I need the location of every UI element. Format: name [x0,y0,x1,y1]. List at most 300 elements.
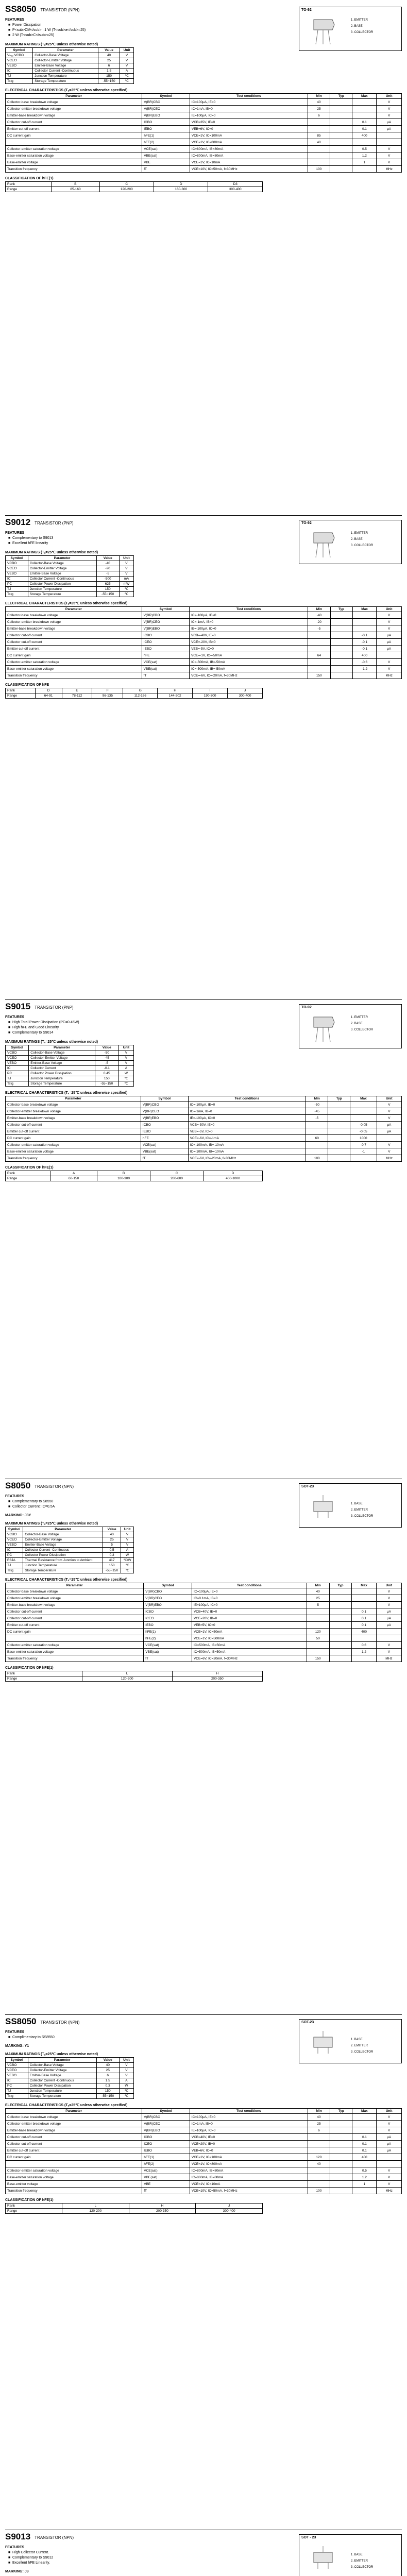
classification-table [5,2203,263,2214]
table-cell: MHz [377,2188,402,2194]
table-cell: V [377,619,402,625]
pin-label: 1. EMITTER [351,532,368,535]
table-cell: W [119,2083,133,2089]
pin-label: 1. BASE [351,2553,363,2556]
table-cell [330,2121,352,2127]
table-row [6,1563,134,1568]
classification-heading: CLASSIFICATION OF hFE(1) [5,177,54,180]
feature-text: Power Dissipation [12,23,42,27]
table-cell [329,1635,352,1642]
table-cell: Collector-emitter saturation voltage [6,659,142,666]
table-cell: V [377,1115,401,1122]
table-cell: VBE(sat) [142,2174,190,2181]
table-cell [308,2174,330,2181]
table-cell: 40 [308,2114,330,2121]
table-cell [352,166,377,173]
table-cell [306,1122,328,1128]
table-cell: VCE=10V, IC=50mA, f=30MHz [190,2188,308,2194]
table-cell: PC [6,1071,29,1076]
table-cell: VCE=1V, IC=10mA [190,2181,308,2188]
column-header: Typ [329,1583,352,1588]
features-heading: FEATURES [5,1495,25,1498]
column-header: Max [350,1096,377,1101]
column-header: Symbol [142,607,189,612]
table-cell: MHz [377,672,402,679]
bullet-icon: ■ [8,536,11,540]
column-header: Symbol [6,1527,23,1532]
table-row [6,1171,263,1176]
table-cell: Collector cut-off current [6,2134,142,2141]
table-cell: V(BR)CBO [142,99,190,106]
table-cell [330,112,352,119]
table-cell [328,1142,350,1148]
table-row [6,166,402,173]
table-cell: V [376,1602,401,1608]
classification-heading: CLASSIFICATION OF hFE(1) [5,1666,54,1670]
table-cell: Storage Temperature [33,79,98,84]
feature-text: P<sub>CM</sub> : 1 W (T<sub>a</sub>=25) [12,28,86,32]
table-cell: -40 [96,561,119,566]
transistor-type: TRANSISTOR (NPN) [35,1484,74,1489]
table-cell [308,2167,330,2174]
table-cell: μA [377,632,402,639]
table-cell: V [119,561,133,566]
table-cell: TJ [6,1563,23,1568]
table-cell: VBE [142,159,190,166]
table-row [6,2121,402,2127]
table-cell [330,632,352,639]
table-cell: hFE(2) [142,139,190,146]
column-header: Min [307,1583,329,1588]
table-cell: -45 [95,1056,118,1061]
table-cell: 120 [308,2154,330,2161]
table-cell: Transition frequency [6,1655,144,1662]
package-outline [299,520,402,564]
table-row [6,1135,402,1142]
table-cell: -55~150 [98,79,120,84]
table-cell [330,612,352,619]
table-cell: Collector-emitter saturation voltage [6,146,142,152]
pin-label: 3. COLLECTOR [351,1515,374,1518]
table-cell [329,1655,352,1662]
table-cell: VCE=10V, IC=50mA, f=30MHz [190,166,308,173]
table-cell: ℃/W [121,1558,134,1563]
table-cell: VCE=-6V, IC=-1mA [188,1135,306,1142]
pin-label: 3. COLLECTOR [351,2566,374,2569]
column-header: Unit [119,2058,133,2063]
features-heading: FEATURES [5,1015,25,1019]
table-cell: 417 [103,1558,121,1563]
table-cell: ICBO [144,1608,192,1615]
table-cell: VCBO [6,2063,28,2068]
table-cell: Collector-Base Voltage [29,1050,95,1056]
table-cell [328,1148,350,1155]
table-header-row [6,2058,134,2063]
pin-label: 2. EMITTER [351,1509,368,1512]
table-row [6,659,402,666]
table-cell: Collector Current [29,1066,95,1071]
table-row [6,112,402,119]
table-cell: hFE(1) [144,1629,192,1635]
column-header: Parameter [23,1527,103,1532]
table-cell [328,1135,350,1142]
table-row [6,63,134,69]
table-cell: Collector Power Dissipation [29,1071,95,1076]
table-row [6,1629,402,1635]
table-cell: VEBO [6,1061,29,1066]
table-cell: Base-emitter saturation voltage [6,2174,142,2181]
table-cell: -5 [96,571,119,577]
table-header-row [6,1527,134,1532]
table-cell: Range [6,693,36,699]
part-number: S9012 [5,517,31,527]
table-cell: hFE [141,1135,188,1142]
table-cell [328,1115,350,1122]
table-cell: 150 [98,74,120,79]
table-cell: H [172,1671,262,1676]
table-cell [330,119,352,126]
table-cell: 85-160 [52,187,99,192]
table-cell: V(BR)CBO [141,1101,188,1108]
table-cell: ℃ [119,587,133,592]
table-cell: VBE(sat) [142,152,190,159]
table-row [6,2161,402,2167]
table-cell: V [119,2063,133,2068]
table-cell: Emitter-Base Voltage [28,2073,96,2078]
table-cell: Collector Power Dissipation [23,1553,103,1558]
table-cell: 25 [308,2121,330,2127]
table-cell [330,666,352,672]
table-cell: IE=-100μA, IC=0 [188,1115,306,1122]
table-cell: VCE=1V, IC=800mA [190,2161,308,2167]
pin-label: 1. BASE [351,1502,363,1505]
table-cell [352,672,377,679]
table-cell: A [121,1548,134,1553]
table-cell [352,139,377,146]
table-cell [330,646,352,652]
table-cell: 150 [103,1563,121,1568]
table-cell: fT [141,1155,188,1162]
table-cell [377,652,402,659]
bullet-icon: ■ [8,2036,11,2039]
table-cell: V [377,2181,402,2188]
table-cell: TJ [6,2089,28,2094]
column-header: Test conditions [190,2109,308,2114]
classification-heading: CLASSIFICATION OF hFE [5,683,49,687]
table-cell: ICBO [142,119,190,126]
table-cell [330,146,352,152]
table-row [6,2181,402,2188]
table-cell: D3 [208,182,263,187]
table-cell: ICBO [141,1122,188,1128]
table-cell [352,1655,376,1662]
table-cell [329,1595,352,1602]
table-cell: ICEO [142,2141,190,2147]
package-outline [299,7,402,51]
table-cell: B [52,182,99,187]
table-cell: V(BR)CEO [142,619,189,625]
transistor-type: TRANSISTOR (NPN) [40,2020,80,2025]
table-row [6,1108,402,1115]
table-cell [330,652,352,659]
table-cell [330,2141,352,2147]
table-cell: -0.7 [350,1142,377,1148]
product-section [5,515,402,996]
bullet-icon: ■ [8,23,11,27]
table-cell: IC [6,1066,29,1071]
table-header-row [6,1583,402,1588]
table-row [6,1142,402,1148]
column-header: Value [103,1527,121,1532]
table-cell: 64 [308,652,330,659]
table-cell: Range [6,187,52,192]
table-cell [328,1155,350,1162]
table-row [6,1553,134,1558]
table-row [6,1537,134,1543]
table-cell [330,672,352,679]
table-cell: hFE(2) [144,1635,192,1642]
electrical-characteristics-heading: ELECTRICAL CHARACTERISTICS (Tₐ=25℃ unless otherwise specified) [5,602,128,605]
table-row [6,1595,402,1602]
table-cell: W [118,1071,133,1076]
bullet-icon: ■ [8,1031,11,1035]
table-cell: -0.1 [95,1066,118,1071]
table-cell: 0.5 [352,146,377,152]
table-cell: V(BR)EBO [141,1115,188,1122]
table-cell: VCE(sat) [141,1142,188,1148]
table-cell [350,1115,377,1122]
table-cell: V [121,1532,134,1537]
table-cell: Base-emitter saturation voltage [6,1148,141,1155]
table-cell: D [35,688,62,693]
table-cell: Emitter-base breakdown voltage [6,625,142,632]
electrical-characteristics-heading: ELECTRICAL CHARACTERISTICS (Tₐ=25℃ unless otherwise specified) [5,1578,128,1582]
table-cell: 0.1 [352,1608,376,1615]
column-header: Parameter [6,1096,141,1101]
table-cell [330,2181,352,2188]
table-cell: Collector-Base Voltage [28,2063,96,2068]
table-row [6,2068,134,2073]
package-outline [299,1483,402,1528]
table-cell [330,152,352,159]
column-header: Symbol [6,556,28,561]
table-cell: Collector-Emitter Voltage [28,566,96,571]
table-cell: Thermal Resistance from Junction to Ambient [23,1558,103,1563]
pin-label: 2. BASE [351,538,363,541]
table-cell: V(BR)EBO [142,625,189,632]
table-cell: VCBO [6,561,28,566]
table-cell: L [82,1671,172,1676]
column-header: Symbol [141,1096,188,1101]
table-cell: Collector-Emitter Voltage [23,1537,103,1543]
table-cell: μA [377,2147,402,2154]
table-cell: V [119,571,133,577]
table-cell: VEBO [6,2073,28,2078]
table-cell: Collector cut-off current [6,1615,144,1622]
table-cell: 100 [306,1155,328,1162]
table-cell [352,112,377,119]
table-cell: Junction Temperature [23,1563,103,1568]
table-cell: ℃ [121,1568,134,1573]
table-cell: Collector-base breakdown voltage [6,1101,141,1108]
table-cell: μA [376,1615,401,1622]
max-ratings-heading: MAXIMUM RATINGS (Tₐ=25℃ unless otherwise noted) [5,1522,98,1526]
table-cell: IC=800mA, IB=80mA [190,152,308,159]
table-cell: DC current gain [6,132,142,139]
table-cell: 5 [307,1602,329,1608]
table-cell: Base-emitter voltage [6,2181,142,2188]
table-cell [376,1635,401,1642]
table-cell: 25 [98,58,120,63]
table-row [6,1056,134,1061]
table-cell: H [129,2204,196,2209]
bullet-icon: ■ [8,2561,11,2565]
column-header: Parameter [6,607,142,612]
part-number: SS8050 [5,2016,37,2026]
column-header: Test conditions [190,94,308,99]
table-cell: V(BR)CEO [144,1595,192,1602]
table-row [6,587,134,592]
table-cell: Collector Current -Continuous [28,2078,96,2083]
table-cell: Collector Power Dissipation [28,2083,96,2089]
table-cell: J [228,688,263,693]
transistor-type: TRANSISTOR (PNP) [35,1005,74,1010]
electrical-characteristics-heading: ELECTRICAL CHARACTERISTICS (Tₐ=25℃ unless otherwise specified) [5,1091,128,1095]
table-cell: 0.1 [352,2141,377,2147]
table-cell: V [377,2167,402,2174]
table-cell: V(BR)CEO [142,2121,190,2127]
table-cell: IC [6,69,33,74]
table-cell: Collector Current -Continuous [33,69,98,74]
table-cell: 1.2 [352,1649,376,1655]
table-cell: IEBO [142,646,189,652]
table-cell [330,2127,352,2134]
table-cell: Emitter cut-off current [6,126,142,132]
table-cell: 50 [307,1635,329,1642]
max-ratings-table [5,2057,134,2099]
table-cell: W [121,1553,134,1558]
package-outline [299,1004,402,1048]
product-section [5,1479,402,2011]
electrical-characteristics-heading: ELECTRICAL CHARACTERISTICS (Tₐ=25℃ unless otherwise specified) [5,2104,128,2107]
table-cell: MHz [377,1155,401,1162]
table-cell [352,2114,377,2121]
table-cell: VEB=5V, IC=0 [192,1622,307,1629]
table-cell [308,639,330,646]
classification-table [5,1171,263,1181]
part-number: S9015 [5,1002,31,1011]
table-cell: IE=100μA, IC=0 [190,112,308,119]
table-cell: V [377,612,402,619]
pin-label: 1. EMITTER [351,1016,368,1019]
table-cell: 6 [98,63,120,69]
table-cell: Collector-base breakdown voltage [6,2114,142,2121]
table-cell: Collector cut-off current [6,632,142,639]
table-cell: -5 [95,1061,118,1066]
table-cell: 200-350 [172,1676,262,1682]
table-cell: V(BR)EBO [142,2127,190,2134]
column-header: Max [352,94,377,99]
pin-label: 2. BASE [351,25,363,28]
table-row [6,1676,263,1682]
table-cell: 300-400 [228,693,263,699]
table-cell [308,119,330,126]
pin-label: 3. COLLECTOR [351,544,374,547]
table-row [6,2147,402,2154]
table-row [6,2209,263,2214]
table-cell: V [120,63,134,69]
table-cell [6,2161,142,2167]
table-cell [330,166,352,173]
table-row [6,159,402,166]
table-cell: Collector-emitter breakdown voltage [6,1595,144,1602]
table-cell: Storage Temperature [29,1081,95,1087]
electrical-characteristics-table [5,1583,402,1662]
table-cell: μA [377,2141,402,2147]
table-cell [306,1142,328,1148]
table-cell: MHz [376,1655,401,1662]
column-header: Min [308,2109,330,2114]
table-cell [308,159,330,166]
max-ratings-table [5,1527,134,1573]
table-cell: V [121,1537,134,1543]
table-row [6,187,263,192]
table-cell: 400 [352,652,377,659]
sot23-package-icon [303,1491,345,1524]
table-cell: 1000 [350,1135,377,1142]
max-ratings-heading: MAXIMUM RATINGS (Tₐ=25℃ unless otherwise noted) [5,2053,98,2056]
column-header: Unit [118,1045,133,1050]
table-cell: VCE=1V, IC=100mA [190,2154,308,2161]
table-cell: Collector-emitter saturation voltage [6,1642,144,1649]
column-header: Parameter [6,94,142,99]
table-cell: VEB=6V, IC=0 [190,126,308,132]
table-cell: V [377,1142,401,1148]
table-cell: 40 [308,2161,330,2167]
table-cell: VCEO [6,1537,23,1543]
table-cell: V [118,1050,133,1056]
table-cell: 190-300 [193,693,228,699]
table-cell [330,2174,352,2181]
table-cell: 0.1 [352,2147,377,2154]
table-cell: Emitter-Base Voltage [33,63,98,69]
table-cell: VCB=-50V, IE=0 [188,1122,306,1128]
table-header-row [6,94,402,99]
table-cell: -20 [308,619,330,625]
feature-text: Collector Current: IC=0.5A [12,1505,55,1509]
bullet-icon: ■ [8,1500,11,1503]
table-cell: hFE(1) [142,132,190,139]
table-cell: Tstg [6,79,33,84]
table-cell: -0.05 [350,1128,377,1135]
table-cell: Storage Temperature [28,592,96,597]
column-header: Max [352,1583,376,1588]
table-cell: C [99,182,154,187]
table-cell: DC current gain [6,1629,144,1635]
table-row [6,1122,402,1128]
transistor-type: TRANSISTOR (PNP) [35,521,74,526]
pin-label: 3. COLLECTOR [351,31,374,34]
table-cell: μA [377,646,402,652]
table-cell: Junction Temperature [28,2089,96,2094]
column-header: Min [308,94,330,99]
table-cell: Rank [6,1171,50,1176]
bullet-icon: ■ [8,28,11,32]
table-cell [352,625,377,632]
table-cell: VEB=-5V, IC=0 [190,646,308,652]
table-cell: MHz [377,166,402,173]
table-cell: 25 [96,2068,119,2073]
